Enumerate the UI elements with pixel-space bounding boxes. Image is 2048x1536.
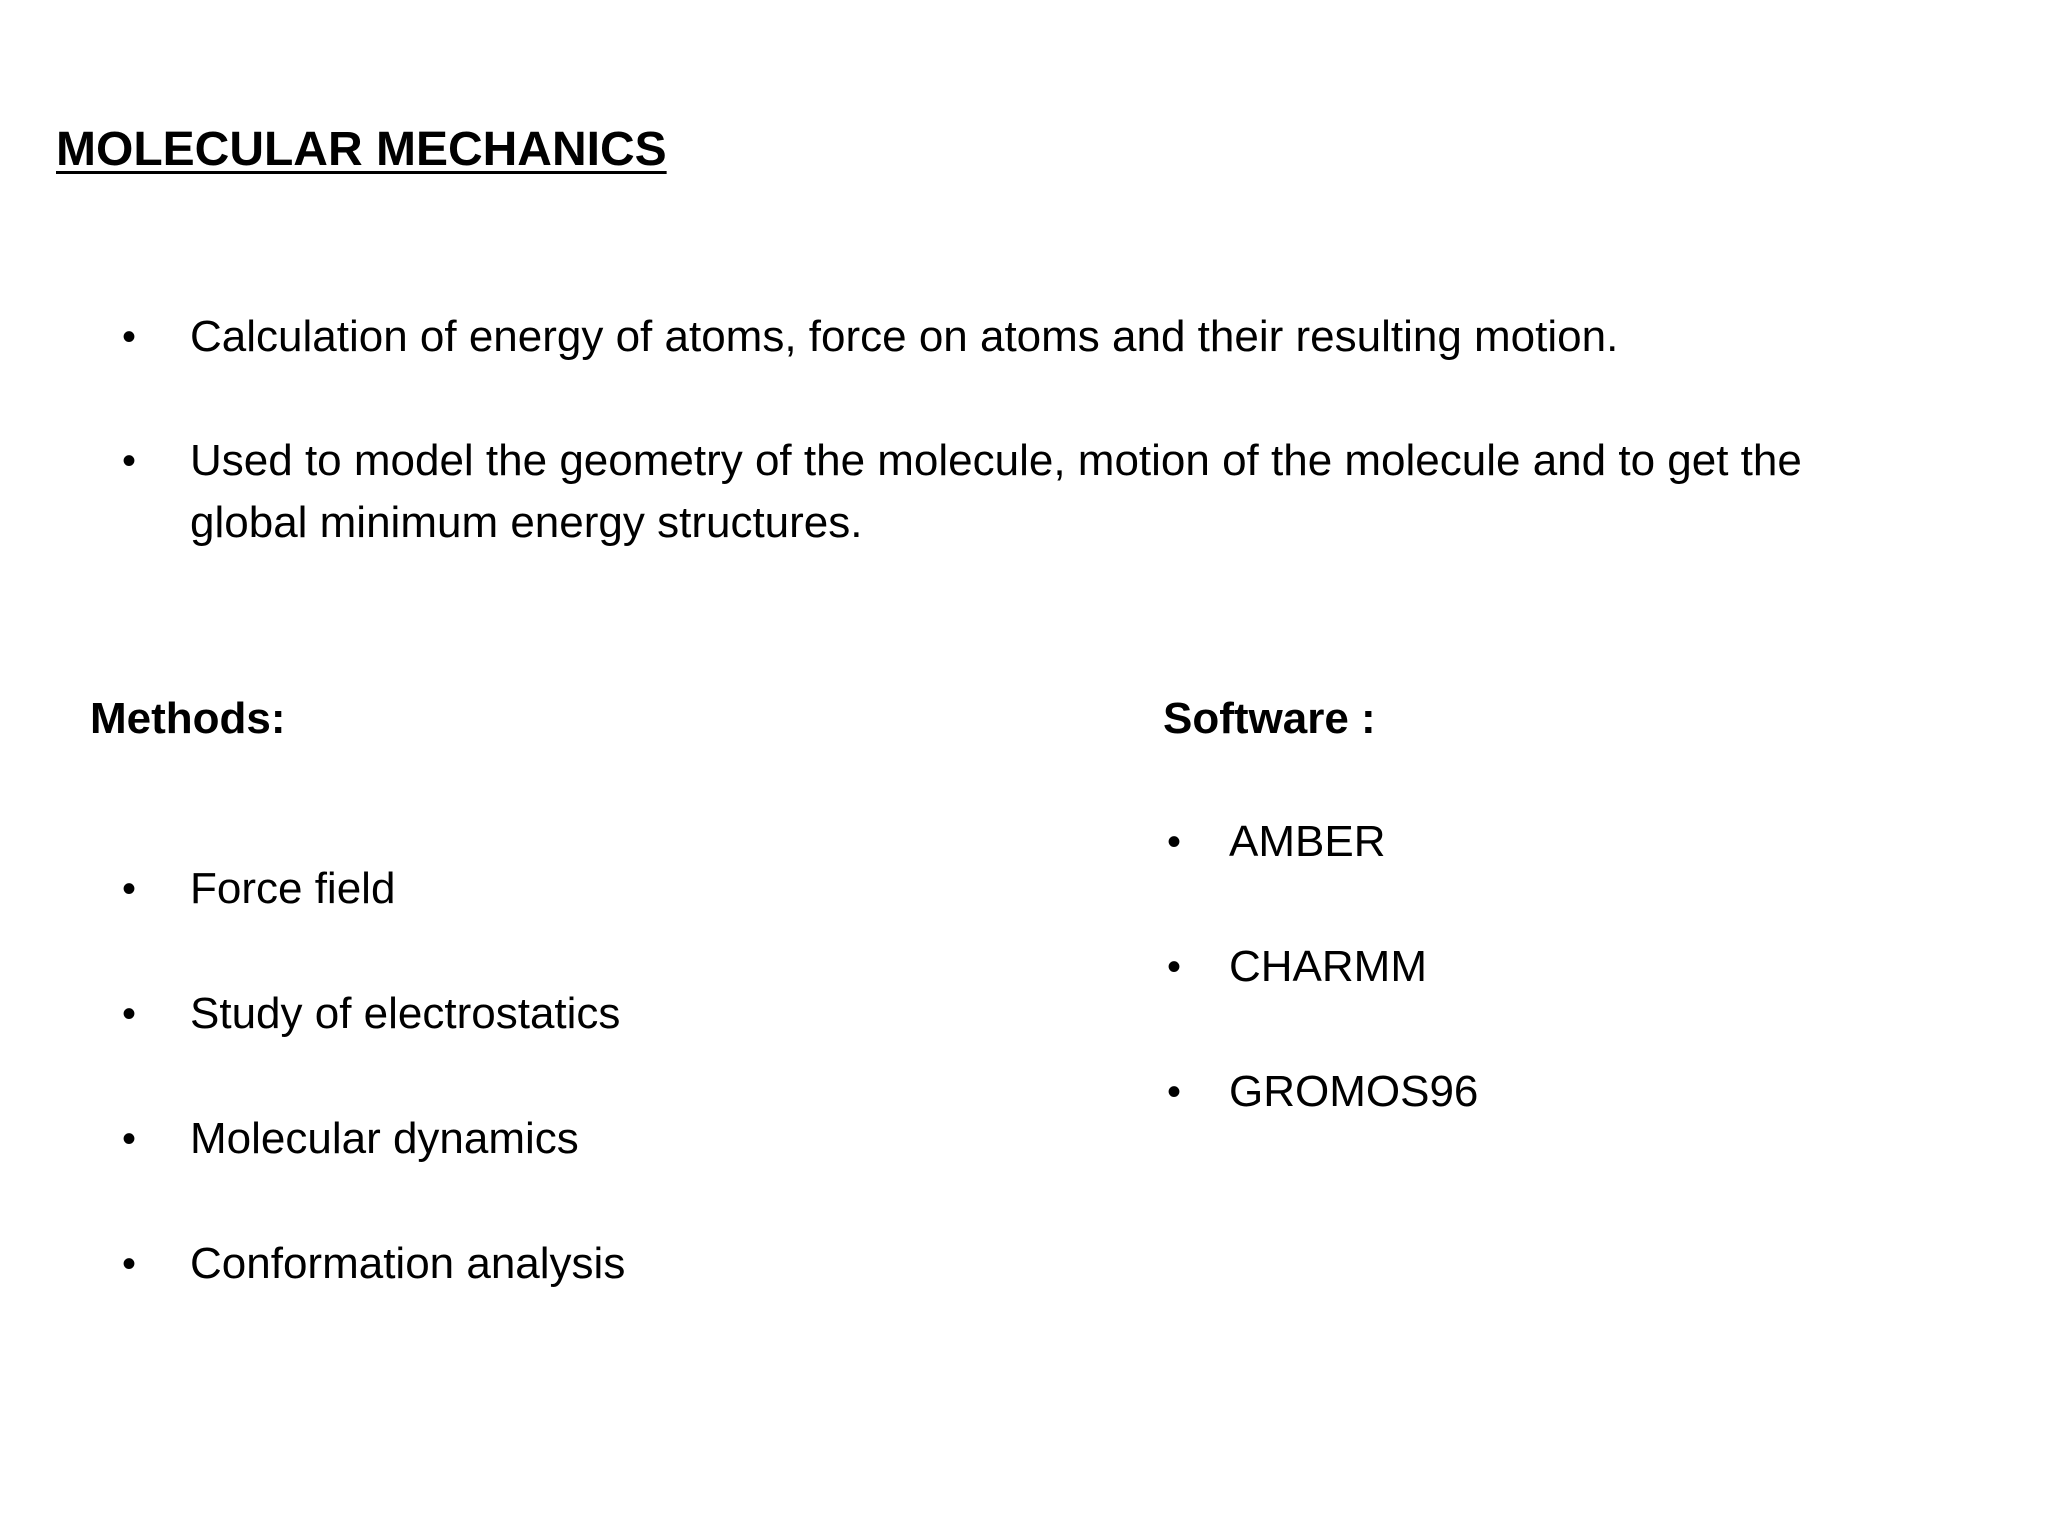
software-heading-colon: : xyxy=(1348,694,1376,743)
slide-title: MOLECULAR MECHANICS xyxy=(56,123,667,176)
method-text: Force field xyxy=(190,864,396,913)
bullet-icon: • xyxy=(1167,820,1182,864)
intro-bullet-text: Calculation of energy of atoms, force on atoms and their resulting motion. xyxy=(190,312,1619,361)
methods-heading xyxy=(90,688,286,750)
software-heading-label: Software xyxy=(1163,694,1349,743)
software-list-item xyxy=(1167,1061,1479,1123)
bullet-icon: • xyxy=(122,867,137,911)
software-text: GROMOS96 xyxy=(1229,1067,1479,1116)
intro-bullet-item xyxy=(122,430,1910,554)
method-list-item xyxy=(122,1108,579,1170)
bullet-icon: • xyxy=(122,439,137,483)
method-list-item xyxy=(122,983,621,1045)
method-text: Molecular dynamics xyxy=(190,1114,579,1163)
bullet-icon: • xyxy=(122,1117,137,1161)
method-text: Conformation analysis xyxy=(190,1239,626,1288)
intro-bullet-text: Used to model the geometry of the molecule, motion of the molecule and to get the global minimum energy structures. xyxy=(190,436,1802,547)
bullet-icon: • xyxy=(1167,1070,1182,1114)
software-list-item xyxy=(1167,811,1386,873)
bullet-icon: • xyxy=(1167,945,1182,989)
methods-heading-label: Methods: xyxy=(90,694,286,743)
software-text: AMBER xyxy=(1229,817,1386,866)
bullet-icon: • xyxy=(122,992,137,1036)
bullet-icon: • xyxy=(122,1242,137,1286)
method-text: Study of electrostatics xyxy=(190,989,621,1038)
method-list-item xyxy=(122,858,396,920)
bullet-icon: • xyxy=(122,315,137,359)
method-list-item xyxy=(122,1233,626,1295)
intro-bullet-item xyxy=(122,306,1890,368)
software-text: CHARMM xyxy=(1229,942,1427,991)
software-list-item xyxy=(1167,936,1427,998)
software-heading xyxy=(1163,688,1376,750)
